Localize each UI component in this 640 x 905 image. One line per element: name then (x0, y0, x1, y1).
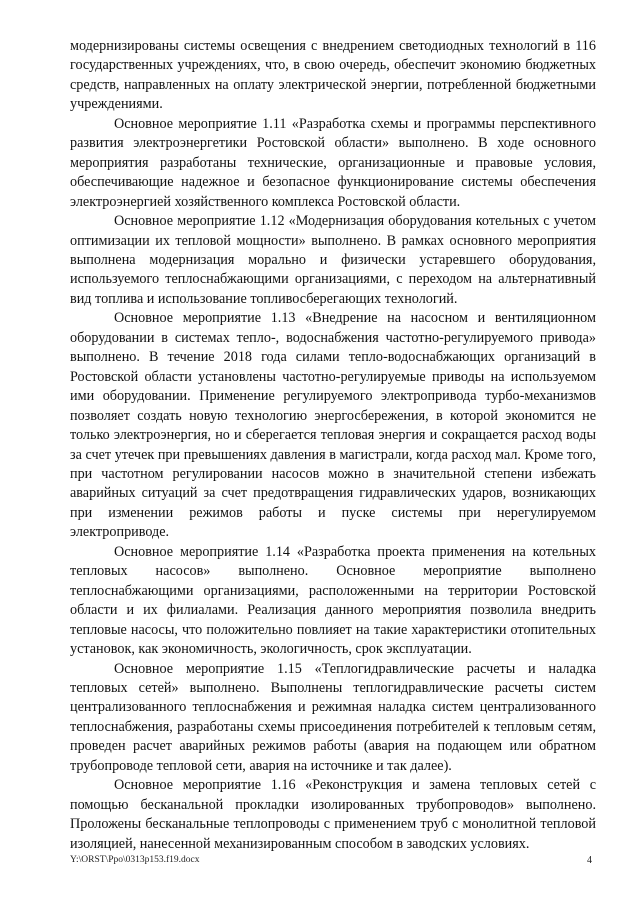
paragraph-measure-1-15: Основное мероприятие 1.15 «Теплогидравлические расчеты и наладка тепловых сетей» выполнено. Выполнены теплогидравлические расчеты систем централизованного теплоснабжения и режимная наладка систем централизованного теплоснабжения, разработаны схемы присоединения потребителей к тепловым сетям, проведен расчет аварийных режимов работы (авария на подающем или обратном трубопроводе тепловой сети, авария на источнике и так далее). (70, 660, 596, 774)
paragraph-measure-1-14: Основное мероприятие 1.14 «Разработка проекта применения на котельных тепловых насосов» выполнено. Основное мероприятие выполнено теплоснабжающими организациями, расположенными на территории Ростовской области и их филиалами. Реализация данного мероприятия позволила внедрить тепловые насосы, что положительно повлияет на такие характеристики отопительных установок, как экономичность, экологичность, срок эксплуатации. (70, 543, 596, 658)
footer-file-path: Y:\ORST\Ppo\0313p153.f19.docx (70, 855, 200, 865)
paragraph-continuation: модернизированы системы освещения с внедрением светодиодных технологий в 116 государственных учреждениях, что, в свою очередь, обеспечит экономию бюджетных средств, направленных на оплату электрической энергии, потребленной бюджетными учреждениями. (70, 38, 596, 113)
paragraph-measure-1-13: Основное мероприятие 1.13 «Внедрение на насосном и вентиляционном оборудовании в системах тепло-, водоснабжения частотно-регулируемого привода» выполнено. В течение 2018 года силами тепло-водоснабжающих организаций в Ростовской области установлены частотно-регулируемые приводы на используемом ими оборудовании. Применение регулируемого электропривода турбо-механизмов позволяет создать новую технологию энергосбережения, в которой экономится не только электроэнергия, но и сберегается тепловая энергия и сокращается расход воды за счет утечек при превышениях давления в магистрали, когда расход мал. Кроме того, при частотном регулировании насосов можно в значительной степени избежать аварийных ситуаций за счет предотвращения гидравлических ударов, возникающих при изменении режимов работы и пуске системы при нерегулируемом электроприводе. (70, 310, 596, 541)
page-number: 4 (587, 855, 592, 866)
paragraph-measure-1-12: Основное мероприятие 1.12 «Модернизация оборудования котельных с учетом оптимизации их тепловой мощности» выполнено. В рамках основного мероприятия выполнена модернизация морально и физически устаревшего оборудования, используемого теплоснабжающими организациями, с переходом на альтернативный вид топлива и использование топливосберегающих технологий. (70, 213, 596, 307)
paragraph-measure-1-16: Основное мероприятие 1.16 «Реконструкция и замена тепловых сетей с помощью бесканальной прокладки изолированных трубопроводов» выполнено. Проложены бесканальные теплопроводы с применением труб с монолитной тепловой изоляцией, нанесенной механизированным способом в заводских условиях. (70, 777, 596, 852)
body-text (70, 37, 596, 854)
paragraph-measure-1-11: Основное мероприятие 1.11 «Разработка схемы и программы перспективного развития электроэнергетики Ростовской области» выполнено. В ходе основного мероприятия разработаны технические, организационные и правовые условия, обеспечивающие надежное и безопасное функционирование системы обеспечения электроэнергией хозяйственного комплекса Ростовской области. (70, 115, 596, 210)
